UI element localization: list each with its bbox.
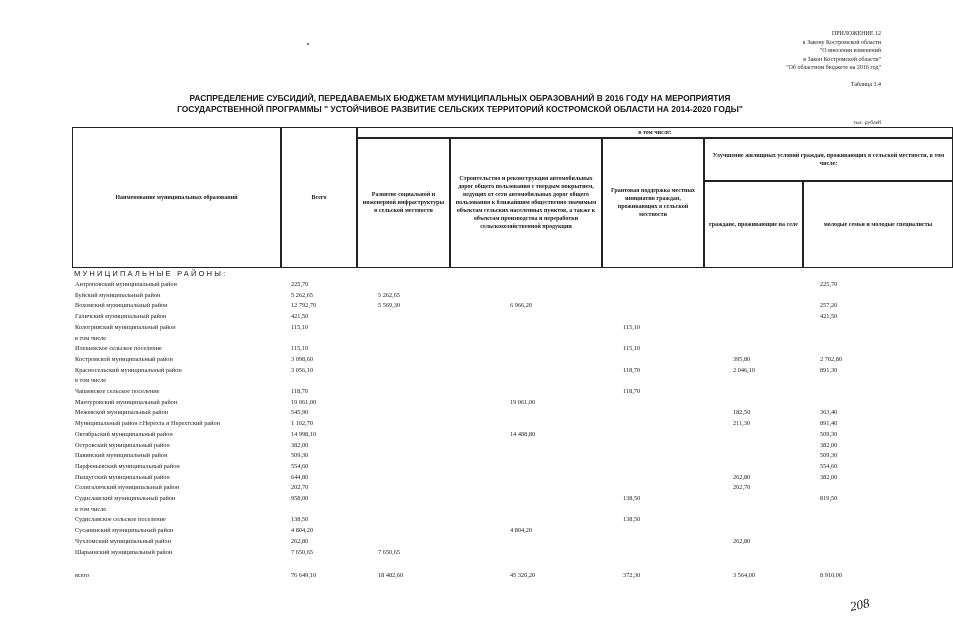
cell-young: 421,50 bbox=[820, 313, 838, 321]
cell-young: 891,40 bbox=[820, 420, 838, 428]
cell-name: Чапаевское сельское поселение bbox=[75, 388, 160, 395]
table-row bbox=[0, 548, 905, 558]
total-roads: 45 320,20 bbox=[510, 572, 536, 579]
appendix-line: в Закон Костромской области" bbox=[803, 56, 881, 63]
cell-social: 5 262,65 bbox=[378, 291, 401, 299]
table-row bbox=[0, 451, 905, 461]
cell-name: Судиславское сельское поселение bbox=[75, 516, 166, 524]
cell-name: Антроповский муниципальный район bbox=[75, 281, 177, 288]
cell-name: Пыщугский муниципальный район bbox=[75, 473, 170, 481]
cell-citizens: 202,70 bbox=[733, 484, 751, 492]
cell-young: 363,40 bbox=[820, 409, 838, 417]
total-total: 76 649,10 bbox=[291, 572, 317, 579]
cell-name: Галичский муниципальный район bbox=[75, 313, 167, 321]
cell-total: 202,70 bbox=[291, 484, 309, 492]
cell-total: 3 056,10 bbox=[291, 366, 314, 374]
table-row bbox=[0, 483, 905, 493]
total-young: 8 910,00 bbox=[820, 572, 843, 579]
appendix-line: к Закону Костромской области bbox=[802, 39, 881, 46]
cell-total: 7 650,65 bbox=[291, 548, 314, 556]
cell-total: 644,80 bbox=[291, 473, 309, 481]
cell-total: 4 804,20 bbox=[291, 527, 314, 535]
table-row bbox=[0, 419, 905, 429]
cell-name: Судиславский муниципальный район bbox=[75, 495, 176, 502]
table-row bbox=[0, 366, 905, 376]
cell-name: Кологривский муниципальный район bbox=[75, 323, 176, 331]
cell-total: 958,00 bbox=[291, 495, 309, 502]
units-label: тыс. рублей bbox=[853, 120, 881, 126]
table-row bbox=[0, 430, 905, 440]
total-citizens: 3 564,00 bbox=[733, 572, 756, 579]
cell-total: 3 098,60 bbox=[291, 355, 314, 363]
header-social-text: Развитие социальной и инженерной инфраструктуры в сельской местности bbox=[362, 192, 445, 214]
cell-roads: 19 061,00 bbox=[510, 398, 536, 406]
table-row bbox=[0, 408, 905, 418]
cell-name: Мантуровский муниципальный район bbox=[75, 398, 178, 406]
cell-name: Костромской муниципальный район bbox=[75, 355, 173, 363]
table-row bbox=[0, 280, 905, 290]
total-grant: 372,30 bbox=[623, 572, 641, 579]
cell-total: 115,10 bbox=[291, 323, 309, 331]
table-row bbox=[0, 376, 905, 386]
cell-citizens: 395,80 bbox=[733, 355, 751, 363]
title-line-2: ГОСУДАРСТВЕННОЙ ПРОГРАММЫ " УСТОЙЧИВОЕ РАЗВИТИЕ СЕЛЬСКИХ ТЕРРИТОРИЙ КОСТРОМСКОЙ ОБЛАСТИ НА 2014-2020 ГОДЫ" bbox=[177, 103, 743, 114]
scan-speck bbox=[307, 43, 309, 45]
table-row bbox=[0, 494, 905, 504]
cell-total: 115,10 bbox=[291, 345, 309, 353]
cell-name: Парфеньевский муниципальный район bbox=[75, 462, 180, 470]
cell-name: Илешевское сельское поселение bbox=[75, 345, 162, 353]
cell-name: в том числе bbox=[75, 334, 107, 342]
cell-total: 118,70 bbox=[291, 388, 309, 395]
appendix-block bbox=[786, 30, 881, 73]
header-housing-text: Улучшение жилищных условий граждан, проживающих в сельской местности, в том числе: bbox=[712, 152, 945, 167]
cell-young: 819,50 bbox=[820, 495, 838, 502]
cell-name: Красносельский муниципальный район bbox=[75, 366, 182, 374]
cell-name: в том числе bbox=[75, 505, 107, 513]
header-housing bbox=[704, 138, 953, 181]
table-row bbox=[0, 537, 905, 547]
cell-total: 14 998,10 bbox=[291, 430, 317, 438]
header-social bbox=[357, 138, 450, 268]
header-including-text: в том числе: bbox=[638, 129, 672, 136]
cell-total: 421,50 bbox=[291, 313, 309, 321]
header-citizens-text: граждане, проживающие на селе bbox=[709, 221, 798, 228]
cell-grant: 115,10 bbox=[623, 345, 641, 353]
table-row bbox=[0, 355, 905, 365]
cell-total: 509,30 bbox=[291, 452, 309, 460]
cell-young: 509,30 bbox=[820, 452, 838, 460]
cell-name: Сусанинский муниципальный район bbox=[75, 527, 174, 535]
table-row bbox=[0, 462, 905, 472]
cell-young: 2 702,80 bbox=[820, 355, 843, 363]
cell-name: Октябрьский муниципальный район bbox=[75, 430, 173, 438]
total-name: всего bbox=[75, 572, 90, 579]
header-name bbox=[72, 127, 281, 268]
table-row bbox=[0, 312, 905, 322]
table-row bbox=[0, 344, 905, 354]
cell-grant: 138,50 bbox=[623, 516, 641, 524]
cell-total: 19 061,00 bbox=[291, 398, 317, 406]
cell-grant: 118,70 bbox=[623, 366, 641, 374]
table-number: Таблица 3.4 bbox=[850, 82, 881, 88]
header-young-text: молодые семьи и молодые специалисты bbox=[823, 221, 933, 228]
cell-name: Шарьинский муниципальный район bbox=[75, 548, 173, 556]
table-row bbox=[0, 387, 905, 397]
cell-name: Солигаличский муниципальный район bbox=[75, 484, 180, 492]
header-total bbox=[281, 127, 357, 268]
cell-total: 1 102,70 bbox=[291, 420, 314, 428]
cell-total: 12 792,70 bbox=[291, 302, 317, 310]
cell-citizens: 182,50 bbox=[733, 409, 751, 417]
table-row bbox=[0, 291, 905, 301]
header-grant bbox=[602, 138, 704, 268]
cell-total: 545,90 bbox=[291, 409, 309, 417]
cell-young: 382,00 bbox=[820, 441, 838, 449]
cell-grant: 118,70 bbox=[623, 388, 641, 395]
cell-total: 262,80 bbox=[291, 537, 309, 545]
cell-name: Межевской муниципальный район bbox=[75, 409, 169, 417]
header-total-text: Всего bbox=[311, 194, 327, 201]
cell-citizens: 2 046,10 bbox=[733, 366, 756, 374]
table-row bbox=[0, 323, 905, 333]
cell-name: Островский муниципальный район bbox=[75, 441, 170, 449]
cell-name: Муниципальный район г.Нерехта и Нерехтский район bbox=[75, 420, 221, 428]
cell-total: 5 262,65 bbox=[291, 291, 314, 299]
cell-name: Вохомский муниципальный район bbox=[75, 302, 168, 310]
cell-name: Павинский муниципальный район bbox=[75, 452, 168, 460]
table-row bbox=[0, 505, 905, 515]
cell-young: 225,70 bbox=[820, 281, 838, 288]
cell-roads: 6 966,20 bbox=[510, 302, 533, 310]
table-row bbox=[0, 473, 905, 483]
cell-young: 257,20 bbox=[820, 302, 838, 310]
cell-name: в том числе bbox=[75, 377, 107, 385]
document-title bbox=[150, 93, 770, 114]
total-social: 18 482,60 bbox=[378, 572, 404, 579]
table-row bbox=[0, 526, 905, 536]
cell-name: Буйский муниципальный район bbox=[75, 291, 161, 299]
cell-total: 382,00 bbox=[291, 441, 309, 449]
cell-citizens: 262,80 bbox=[733, 537, 751, 545]
appendix-line: "О внесении изменений bbox=[819, 48, 881, 54]
cell-young: 891,30 bbox=[820, 366, 838, 374]
appendix-line: ПРИЛОЖЕНИЕ 12 bbox=[831, 31, 881, 37]
header-citizens bbox=[704, 181, 803, 268]
table-row bbox=[0, 398, 905, 408]
cell-grant: 138,50 bbox=[623, 495, 641, 502]
table-row bbox=[0, 334, 905, 344]
cell-social: 7 650,65 bbox=[378, 548, 401, 556]
section-title: МУНИЦИПАЛЬНЫЕ РАЙОНЫ: bbox=[74, 269, 228, 278]
header-young bbox=[803, 181, 953, 268]
cell-total: 225,70 bbox=[291, 281, 309, 288]
cell-citizens: 211,30 bbox=[733, 420, 751, 428]
cell-grant: 115,10 bbox=[623, 323, 641, 331]
table-row bbox=[0, 301, 905, 311]
cell-roads: 14 488,80 bbox=[510, 430, 536, 438]
title-line-1: РАСПРЕДЕЛЕНИЕ СУБСИДИЙ, ПЕРЕДАВАЕМЫХ БЮДЖЕТАМ МУНИЦИПАЛЬНЫХ ОБРАЗОВАНИЙ В 2016 ГОДУ НА МЕРОПРИЯТИЯ bbox=[189, 93, 731, 103]
cell-total: 138,50 bbox=[291, 516, 309, 524]
header-roads-text: Строительство и реконструкция автомобильных дорог общего пользования с твердым покрытием, ведущих от сети автомобильных дорог общего пользования к ближайшим общественно значимым объектам сельских населенных пунктов, а также к объектам производства и переработки сельскохозяйственной продукции bbox=[455, 176, 597, 230]
cell-young: 382,00 bbox=[820, 473, 838, 481]
cell-citizens: 262,80 bbox=[733, 473, 751, 481]
page-number: 208 bbox=[848, 595, 871, 614]
table-row bbox=[0, 441, 905, 451]
header-including bbox=[357, 127, 953, 138]
cell-young: 509,30 bbox=[820, 430, 838, 438]
table-row bbox=[0, 515, 905, 525]
cell-roads: 4 804,20 bbox=[510, 527, 533, 535]
cell-total: 554,60 bbox=[291, 462, 309, 470]
header-grant-text: Грантовая поддержка местных инициатив граждан, проживающих в сельской местности bbox=[610, 188, 696, 218]
cell-social: 5 569,30 bbox=[378, 302, 401, 310]
cell-name: Чухломский муниципальный район bbox=[75, 537, 171, 545]
header-name-text: Наименование муниципальных образований bbox=[115, 194, 238, 201]
cell-young: 554,60 bbox=[820, 462, 838, 470]
appendix-line: "Об областном бюджете на 2016 год" bbox=[786, 65, 881, 71]
header-roads bbox=[450, 138, 602, 268]
total-row bbox=[0, 571, 905, 581]
